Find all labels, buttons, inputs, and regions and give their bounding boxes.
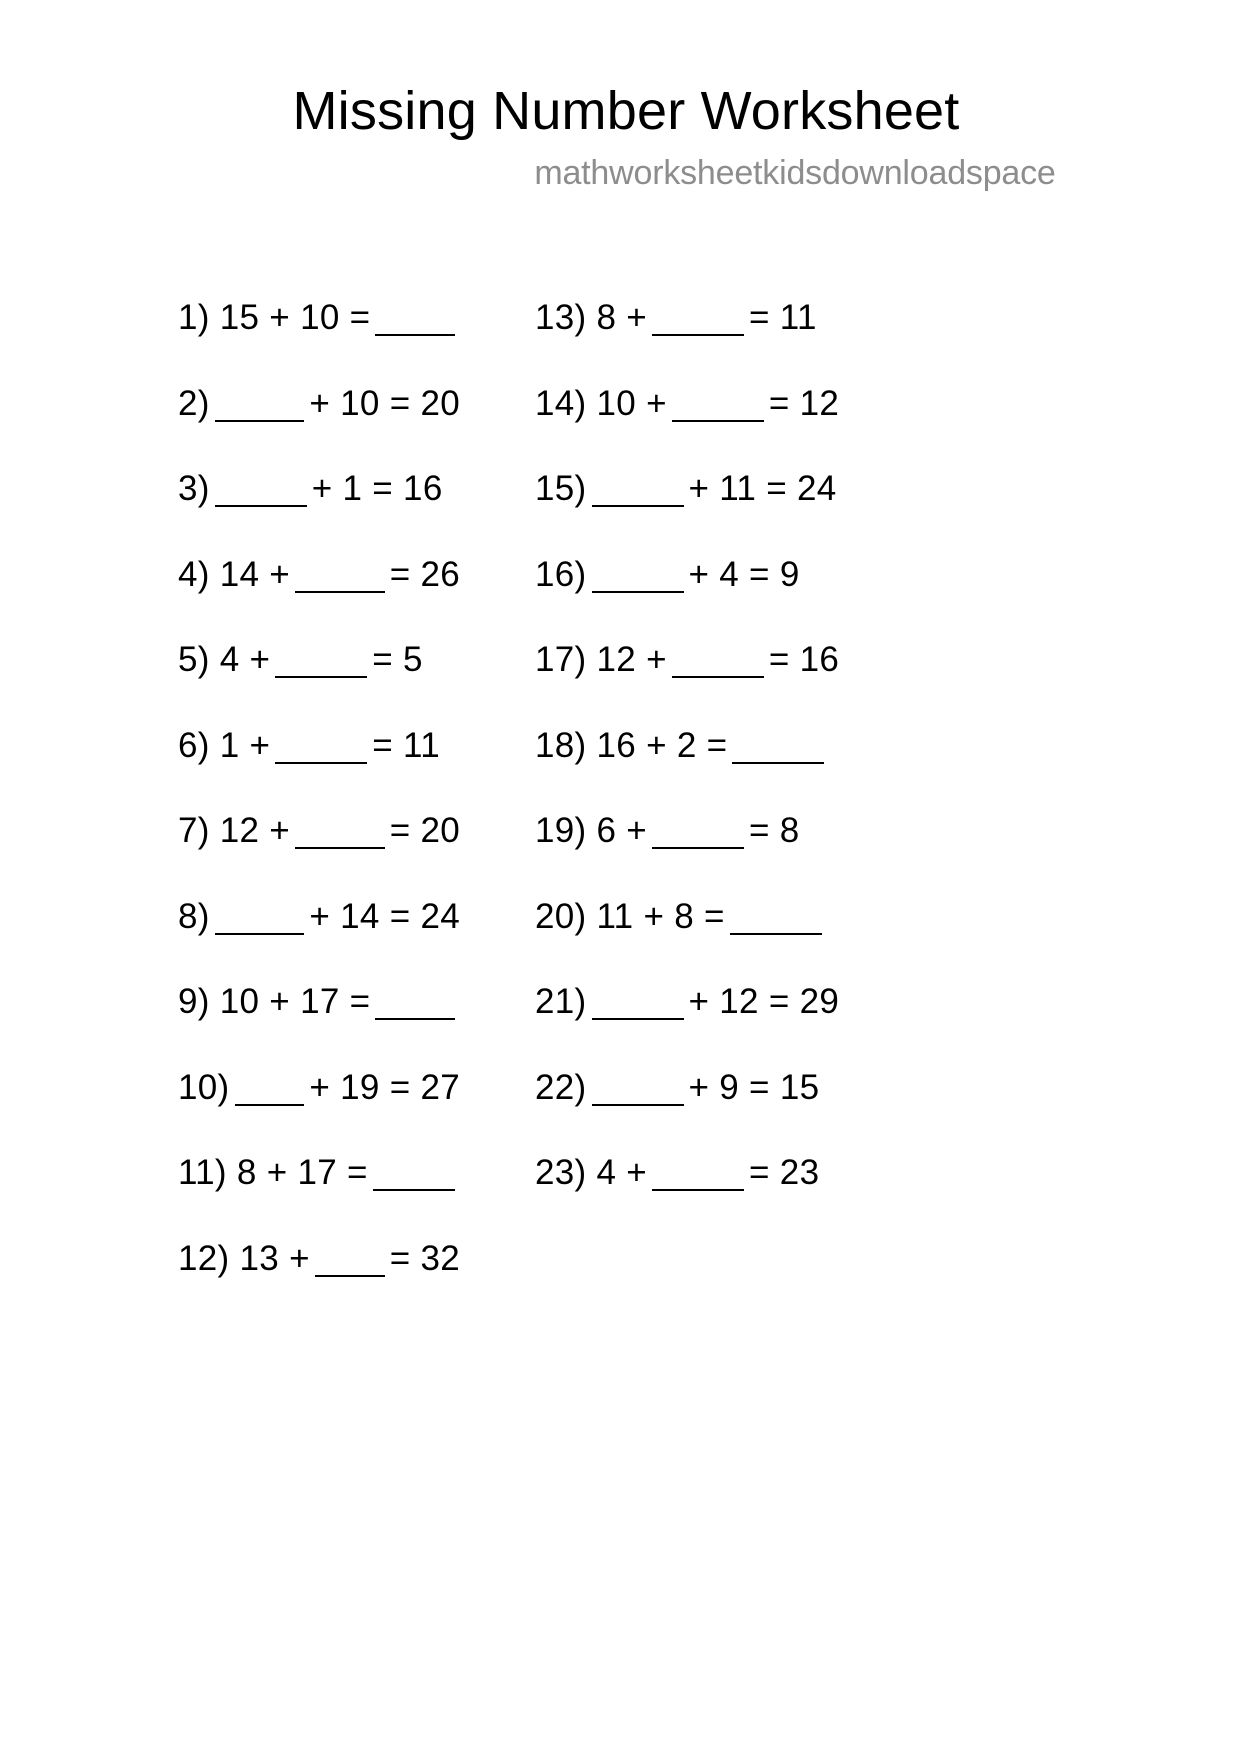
answer-blank[interactable] xyxy=(375,334,455,336)
problem-text: 14) 10 + xyxy=(535,383,667,423)
answer-blank[interactable] xyxy=(375,1018,455,1020)
problem-row xyxy=(178,725,460,814)
problem-text: 21) xyxy=(535,982,587,1021)
problem-text: = 20 xyxy=(389,811,460,850)
problem-text: = 11 xyxy=(372,725,440,765)
problem-text: 4) 14 + xyxy=(178,554,291,594)
answer-blank[interactable] xyxy=(373,1189,455,1191)
problem-row xyxy=(178,642,460,728)
worksheet-subtitle: mathworksheetkidsdownloadspace xyxy=(534,154,1056,193)
answer-blank[interactable] xyxy=(592,1018,684,1020)
problem-text: = 5 xyxy=(372,640,423,679)
problem-text: 22) xyxy=(535,1067,587,1107)
problem-text: 16) xyxy=(535,554,587,594)
answer-blank[interactable] xyxy=(672,676,764,678)
answer-blank[interactable] xyxy=(732,762,824,764)
problem-row xyxy=(535,471,1020,557)
answer-blank[interactable] xyxy=(592,1104,684,1106)
answer-blank[interactable] xyxy=(315,1275,385,1277)
answer-blank[interactable] xyxy=(592,591,684,593)
problem-text: + 12 = 29 xyxy=(688,982,840,1021)
problem-text: = 11 xyxy=(749,298,817,337)
problem-text: 19) 6 + xyxy=(535,811,648,850)
problem-text: = 23 xyxy=(749,1153,820,1192)
problem-text: = 8 xyxy=(749,811,800,850)
problem-row xyxy=(535,300,1020,386)
problem-text: 23) 4 + xyxy=(535,1153,648,1192)
problem-row xyxy=(535,725,1020,814)
problem-row xyxy=(178,1238,460,1327)
problem-row xyxy=(178,383,460,472)
answer-blank[interactable] xyxy=(730,933,822,935)
problem-text: 7) 12 + xyxy=(178,811,291,850)
problem-text: + 9 = 15 xyxy=(688,1067,820,1107)
problem-text: 9) 10 + 17 = xyxy=(178,982,371,1021)
answer-blank[interactable] xyxy=(295,591,385,593)
problem-text: 10) xyxy=(178,1067,230,1107)
problem-text: 18) 16 + 2 = xyxy=(535,725,728,765)
answer-blank[interactable] xyxy=(592,505,684,507)
problem-text: + 19 = 27 xyxy=(309,1067,460,1107)
problem-text: + 4 = 9 xyxy=(688,554,800,594)
problem-grid xyxy=(0,300,1240,1326)
problem-row xyxy=(178,471,460,557)
problem-text: 1) 15 + 10 = xyxy=(178,298,371,337)
problem-text: 15) xyxy=(535,469,587,508)
problem-row xyxy=(535,383,1020,472)
problem-row xyxy=(535,813,1020,899)
problem-text: 3) xyxy=(178,469,210,508)
problem-row xyxy=(535,554,1020,643)
problem-text: = 16 xyxy=(768,640,840,679)
problem-text: + 10 = 20 xyxy=(309,383,460,423)
problem-text: 11) 8 + 17 = xyxy=(178,1153,368,1192)
problem-row xyxy=(178,1067,460,1156)
page-title: Missing Number Worksheet xyxy=(292,81,960,141)
left-column xyxy=(0,300,460,1326)
problem-text: = 26 xyxy=(389,554,460,594)
problem-row xyxy=(535,984,1020,1070)
problem-text: 2) xyxy=(178,383,210,423)
problem-text: 6) 1 + xyxy=(178,725,271,765)
problem-row xyxy=(178,813,460,899)
problem-text: 12) 13 + xyxy=(178,1238,310,1278)
worksheet-header xyxy=(0,0,1240,193)
answer-blank[interactable] xyxy=(275,762,367,764)
problem-text: = 32 xyxy=(389,1238,460,1278)
answer-blank[interactable] xyxy=(652,334,744,336)
answer-blank[interactable] xyxy=(652,847,744,849)
problem-row xyxy=(535,1067,1020,1156)
problem-text: 5) 4 + xyxy=(178,640,271,679)
problem-row xyxy=(178,554,460,643)
answer-blank[interactable] xyxy=(215,505,307,507)
problem-row xyxy=(178,896,460,985)
answer-blank[interactable] xyxy=(215,420,305,422)
problem-text: 20) 11 + 8 = xyxy=(535,896,725,936)
answer-blank[interactable] xyxy=(652,1189,744,1191)
answer-blank[interactable] xyxy=(235,1104,305,1106)
answer-blank[interactable] xyxy=(672,420,764,422)
problem-text: 13) 8 + xyxy=(535,298,648,337)
problem-text: = 12 xyxy=(768,383,840,423)
problem-row xyxy=(178,300,460,386)
problem-text: + 11 = 24 xyxy=(688,469,837,508)
problem-row xyxy=(535,642,1020,728)
problem-text: 17) 12 + xyxy=(535,640,667,679)
problem-text: + 14 = 24 xyxy=(309,896,460,936)
problem-row xyxy=(535,1155,1020,1241)
answer-blank[interactable] xyxy=(295,847,385,849)
problem-text: 8) xyxy=(178,896,210,936)
answer-blank[interactable] xyxy=(215,933,305,935)
problem-text: + 1 = 16 xyxy=(311,469,443,508)
problem-row xyxy=(535,896,1020,985)
problem-row xyxy=(178,984,460,1070)
right-column xyxy=(460,300,1020,1241)
answer-blank[interactable] xyxy=(275,676,367,678)
problem-row xyxy=(178,1155,460,1241)
